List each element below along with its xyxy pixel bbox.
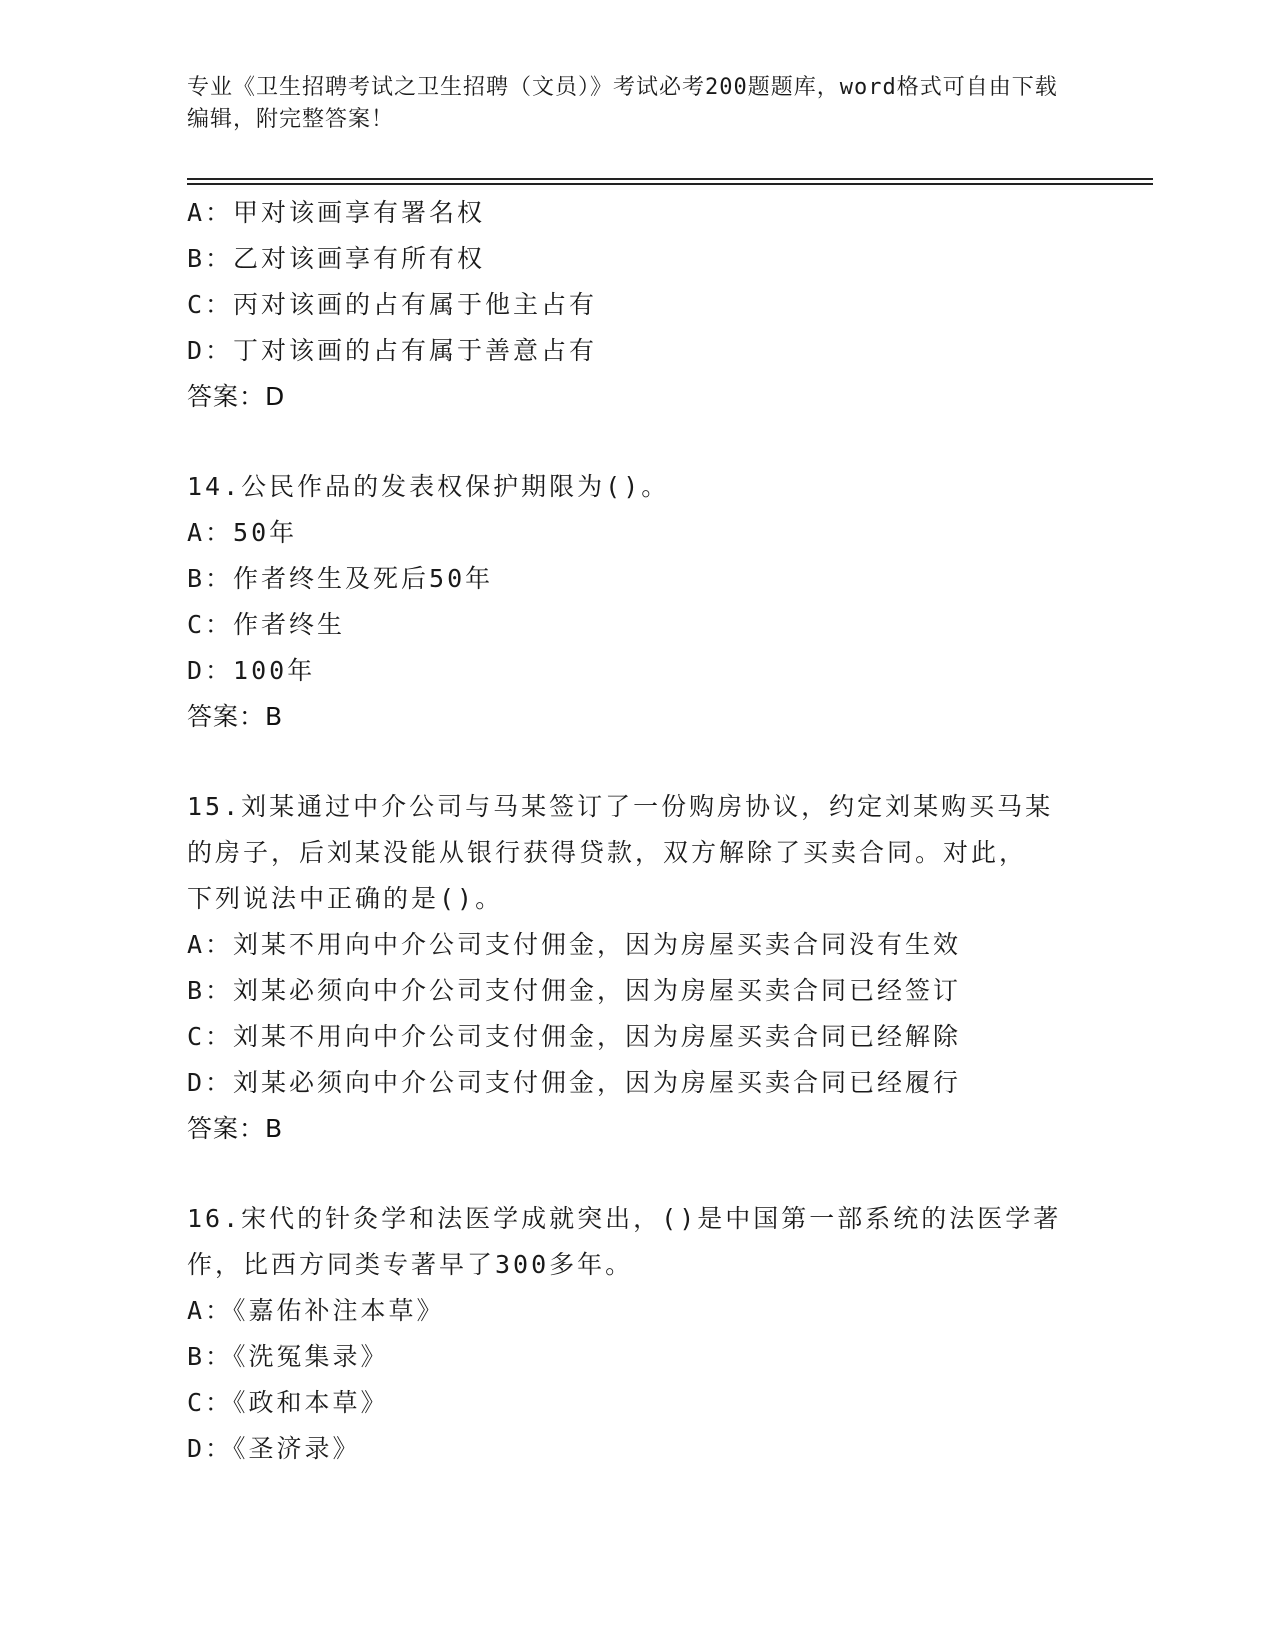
option-d: D：《圣济录》	[187, 1434, 361, 1463]
question-list	[187, 190, 1087, 1472]
option-b: B：作者终生及死后50年	[187, 564, 494, 593]
option-a: A：50年	[187, 518, 298, 547]
question-text-line-2: 的房子，后刘某没能从银行获得贷款，双方解除了买卖合同。对此，	[187, 838, 1028, 867]
option-b: B：乙对该画享有所有权	[187, 244, 486, 273]
option-b: B：刘某必须向中介公司支付佣金，因为房屋买卖合同已经签订	[187, 976, 962, 1005]
header-divider-top	[187, 178, 1153, 180]
question-16	[187, 1196, 1087, 1472]
document-header: 专业《卫生招聘考试之卫生招聘（文员）》考试必考200题题库，word格式可自由下载编辑，附完整答案！	[187, 75, 1058, 132]
option-b: B：《洗冤集录》	[187, 1342, 389, 1371]
question-text-line-2: 作，比西方同类专著早了300多年。	[187, 1250, 634, 1279]
question-text-line-3: 下列说法中正确的是()。	[187, 884, 504, 913]
option-a: A：刘某不用向中介公司支付佣金，因为房屋买卖合同没有生效	[187, 930, 962, 959]
answer-line: 答案：B	[187, 1114, 284, 1143]
option-a: A：《嘉佑补注本草》	[187, 1296, 445, 1325]
option-c: C：作者终生	[187, 610, 346, 639]
option-d: D：100年	[187, 656, 316, 685]
spacer	[187, 740, 1087, 784]
answer-line: 答案：B	[187, 702, 284, 731]
answer-line: 答案：D	[187, 382, 286, 411]
option-c: C：《政和本草》	[187, 1388, 389, 1417]
option-c: C：刘某不用向中介公司支付佣金，因为房屋买卖合同已经解除	[187, 1022, 962, 1051]
spacer	[187, 1152, 1087, 1196]
question-13	[187, 190, 1087, 420]
question-text: 14.公民作品的发表权保护期限为()。	[187, 472, 670, 501]
question-14	[187, 464, 1087, 740]
option-d: D：丁对该画的占有属于善意占有	[187, 336, 598, 365]
spacer	[187, 420, 1087, 464]
option-d: D：刘某必须向中介公司支付佣金，因为房屋买卖合同已经履行	[187, 1068, 962, 1097]
option-c: C：丙对该画的占有属于他主占有	[187, 290, 598, 319]
question-text-line-1: 15.刘某通过中介公司与马某签订了一份购房协议，约定刘某购买马某	[187, 792, 1054, 821]
question-15	[187, 784, 1087, 1152]
header-divider-bottom	[187, 183, 1153, 185]
question-text-line-1: 16.宋代的针灸学和法医学成就突出，()是中国第一部系统的法医学著	[187, 1204, 1062, 1233]
option-a: A：甲对该画享有署名权	[187, 198, 486, 227]
